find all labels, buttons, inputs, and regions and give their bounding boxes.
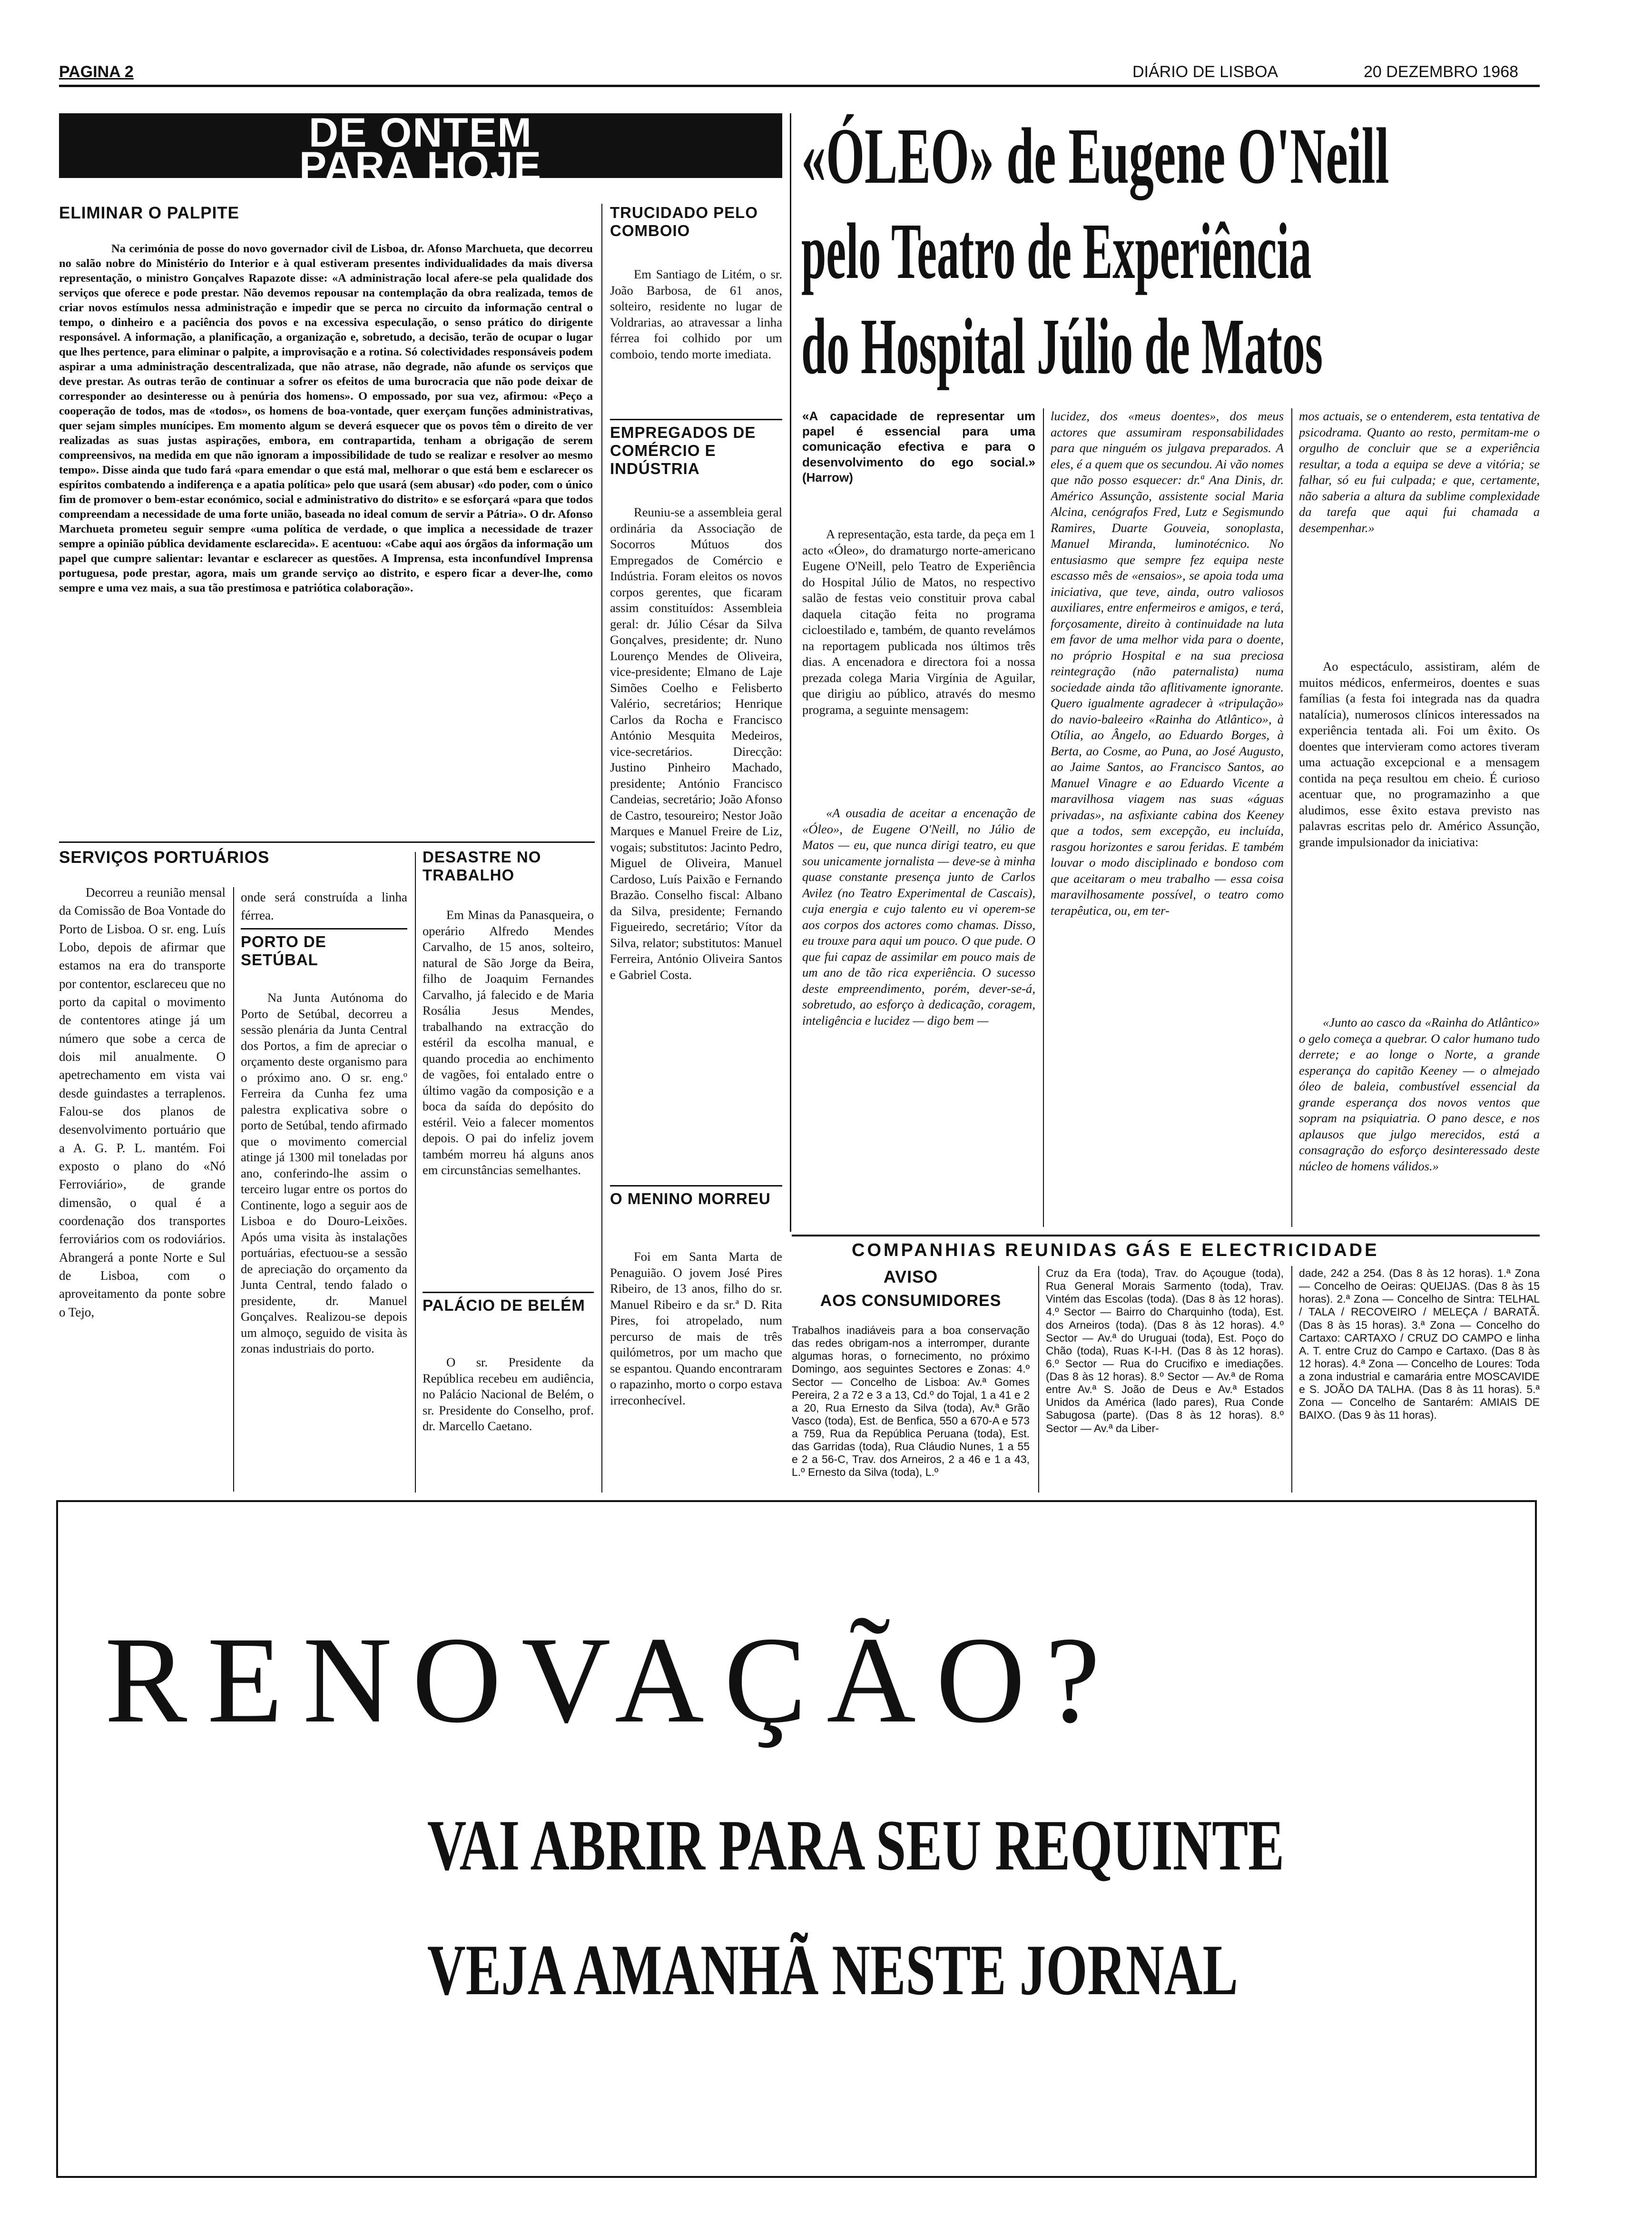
headline-oleo-line-3: do Hospital Júlio de Matos [801, 302, 1323, 391]
col-rule-2 [415, 852, 416, 1493]
col-rule-1 [233, 887, 234, 1492]
rule-above-companhias [792, 1235, 1540, 1236]
oleo-col-rule-1 [1043, 408, 1044, 1227]
col-rule-3 [601, 204, 602, 1493]
banner-line-1: DE ONTEM [309, 110, 532, 156]
article-body-empregados: Reuniu-se a assembleia geral ordinária da Associação de Socorros Mútuos dos Empregados de Comércio e Indústria. Foram eleitos os novos corpos gerentes, que ficaram assim constituídos: Assembleia geral: dr. Júlio César da Silva Gonçalves, presidente; dr. Nuno Lourenço Mendes de Oliveira, vice-presidente; Elmano de Laje Simões Coelho e Felisberto Valério, secretários; Henrique Carlos da Rocha e Francisco António Mesquita Medeiros, vice-secretários. Direcção: Justino Pinheiro Machado, presidente; António Francisco Candeias, secretário; João Afonso de Castro, tesoureiro; Nestor João Marques e Manuel Freire de Liz, vogais; substitutos: Jacinto Pedro, Miguel de Oliveira, Manuel Cardoso, Luís Paixão e Fernando Brazão. Conselho fiscal: Albano da Silva, presidente; Fernando Figueiredo, secretário; Vítor da Silva, relator; substitutos: Manuel Ferreira, António Oliveira Santos e Gabriel Costa. [610, 505, 782, 982]
article-title-servicos: SERVIÇOS PORTUÁRIOS [59, 848, 270, 867]
rule-under-eliminar [59, 841, 595, 843]
article-body-menino: Foi em Santa Marta de Penaguião. O jovem José Pires Ribeiro, de 13 anos, filho do sr. Manuel Ribeiro e da sr.ª D. Rita Pires, foi atropelado, num percurso de mais de três quilómetros, por um macho que se espantou. Quando encontraram o rapazinho, morto o corpo estava irreconhecível. [610, 1249, 782, 1493]
rule-above-porto [241, 928, 407, 930]
article-title-trucidado: TRUCIDADO PELO COMBOIO [610, 204, 758, 239]
newspaper-name: DIÁRIO DE LISBOA [1132, 63, 1278, 81]
article-body-trucidado: Em Santiago de Litém, o sr. João Barbosa, de 61 anos, solteiro, residente no lugar de Voldrarias, ao atravessar a linha férrea foi colhido por um comboio, tendo morte imediata. [610, 267, 782, 361]
companhias-col-1: Trabalhos inadiáveis para a boa conservação das redes obrigam-nos a interromper, durante algumas horas, o fornecimento, no próximo Domingo, aos seguintes Sectores e Zonas: 4.º Sector — Concelho de Lisboa: Av.ª Gomes Pereira, 2 a 72 e 3 a 13, Cd.º do Tojal, 1 a 41 e 2 a 20, Rua Ernesto da Silva (toda), Av.ª Grão Vasco (toda), Est. de Benfica, 550 a 670-A e 573 a 759, Rua da República Peruana (toda), Est. das Garridas (toda), Rua Cláudio Nunes, 1 a 55 e 2 a 56-C, Trav. dos Arneiros, 2 a 46 e 1 a 43, L.º Ernesto da Silva (toda), L.º [792, 1324, 1030, 1479]
companhias-col-rule-1 [1038, 1266, 1039, 1493]
oleo-quote2-col-3: «Junto ao casco da «Rainha do Atlântico» o gelo começa a quebrar. O calor humano tudo derrete; e ao longe o Norte, a grande esperança do capitão Keeney — o almejado óleo de baleia, combustível essencial da grande esperança dos novos ventos que sopram na psiquiatria. O pano desce, e nos aplausos que julgo merecidos, está a consagração do esforço desinteressado deste núcleo de homens válidos.» [1299, 1015, 1540, 1173]
article-body-eliminar: Na cerimónia de posse do novo governador civil de Lisboa, dr. Afonso Marchueta, que decorreu no salão nobre do Ministério do Interior e à qual estiveram presentes individualidades da mais diversa representação, o ministro Gonçalves Rapazote disse: «A administração local afere-se pela qualidade dos serviços que oferece e pode prestar. Não devemos repousar na contemplação da obra realizada, temos de criar novos estímulos nessa administração e impedir que se perca no circuito da informação central o tempo, o dinheiro e a paciência dos povos e na excessiva especulação, o senso prático do dirigente responsável. A informação, a planificação, a organização e, sobretudo, a decisão, terão de ocupar o lugar que lhes pertence, para eliminar o palpite, a improvisação e a rotina. Só colectividades responsáveis podem aspirar a uma administração descentralizada, que não atrase, não degrade, não afunde os serviços que deve prestar. As outras terão de continuar a sofrer os efeitos de uma burocracia que não pode deixar de corresponder ao desinteresse ou à penúria dos homens». O empossado, por sua vez, afirmou: «Peço a cooperação de todos, mas de «todos», os homens de boa-vontade, quer exerçam funções administrativas, quer sejam simples munícipes. Em momento algum se deverá esquecer que os povos têm o direito de ver realizadas as suas justas aspirações, embora, em contrapartida, tenham a obrigação de serem compreensivos, na medida em que não ignoram a impossibilidade de tudo se realizar e resolver ao mesmo tempo». Disse ainda que tudo fará «para emendar o que está mal, melhorar o que está bem e esclarecer os espíritos combatendo a indiferença e a apatia política» pelo que usará (sem abusar) «do poder, com o único fim de promover o bem-estar económico, social e administrativo do distrito» e se esforçará «para que todos compreendam a necessidade de uma forte união, baseada no ideal comum de servir a Pátria». O dr. Afonso Marchueta prometeu seguir sempre «uma política de verdade, o que implica a necessidade de trazer sempre a opinião pública devidamente esclarecida». E acentuou: «Cabe aqui aos órgãos da informação um papel que cumpre salientar: levantar e esclarecer as questões. A Imprensa, esta inconfundível Imprensa portuguesa, pode prestar, agora, mais um grande serviço ao distrito, e espero ficar a dever-lhe, como sempre e uma vez mais, a sua tão prestimosa e patriótica colaboração». [59, 242, 593, 594]
companhias-aviso: AVISO [883, 1267, 938, 1286]
advert-line-2: VEJA AMANHÃ NESTE JORNAL [427, 1930, 1238, 2010]
companhias-col-2: Cruz da Era (toda), Trav. do Açougue (toda), Rua General Morais Sarmento (toda), Trav. Vintém das Escolas (toda). (Das 8 às 12 horas). 4.º Sector — Bairro do Charquinho (toda), Est. dos Arneiros (toda). (Das 8 às 12 horas). 4.º Sector — Av.ª do Uruguai (toda), Est. Poço do Chão (toda), Ruas K-I-H. (Das 8 às 12 horas). 6.º Sector — Rua do Crucifixo e imediações. (Das 8 às 12 horas). 8.º Sector — Av.ª de Roma entre Av.ª S. João de Deus e Av.ª Estados Unidos da América (lado pares), Rua Conde Sabugosa (parte). (Das 8 às 12 horas). 8.º Sector — Av.ª da Liber- [1046, 1267, 1284, 1434]
issue-date: 20 DEZEMBRO 1968 [1364, 63, 1519, 81]
companhias-col-3: dade, 242 a 254. (Das 8 às 12 horas). 1.ª Zona — Concelho de Oeiras: QUEIJAS. (Das 8 às 15 horas). 2.ª Zona — Concelho de Sintra: TELHAL / TALA / RECOVEIRO / MELEÇA / BARATÃ. (Das 8 às 15 horas). 3.ª Zona — Concelho do Cartaxo: CARTAXO / CRUZ DO CAMPO e linha A. T. entre Cruz do Campo e Cartaxo. (Das 8 às 12 horas). 4.ª Zona — Concelho de Loures: Toda a zona industrial e camarária entre MOSCAVIDE e S. JOÃO DA TALHA. (Das 8 às 11 horas). 5.ª Zona — Concelho de Santarém: AMIAIS DE BAIXO. (Das 9 às 11 horas). [1299, 1267, 1540, 1422]
section-banner [59, 110, 782, 189]
headline-oleo-line-2: pelo Teatro de Experiência [801, 207, 1312, 296]
article-body-porto: Na Junta Autónoma do Porto de Setúbal, decorreu a sessão plenária da Junta Central dos Portos, a fim de apreciar o orçamento deste organismo para o próximo ano. O sr. eng.º Ferreira da Cunha fez uma palestra explicativa sobre o porto de Setúbal, tendo afirmado que o movimento comercial atinge já 1300 mil toneladas por ano, conferindo-lhe assim o terceiro lugar entre os portos do Continente, logo a seguir aos de Lisboa e do Douro-Leixões. Após uma visita às instalações portuárias, efectuou-se a sessão de apreciação do orçamento da Junta Central, tendo falado o presidente, dr. Manuel Gonçalves. Realizou-se depois um almoço, seguido de visita às zonas industriais do porto. [241, 990, 407, 1355]
col-rule-4 [790, 113, 791, 1232]
rule-above-palacio [423, 1292, 594, 1293]
article-title-menino: O MENINO MORREU [610, 1190, 782, 1208]
banner-line-2: PARA HOJE [299, 143, 542, 189]
oleo-body-col-1: A representação, esta tarde, da peça em 1 acto «Óleo», do dramaturgo norte-americano Eugene O'Neill, pelo Teatro de Experiência do Hospital Júlio de Matos, no respectivo salão de festas veio constituir prova cabal daquela citação feita no programa cicloestilado e, também, de quanto revelámos na reportagem publicada nos últimos três dias. A encenadora e directora foi a nossa prezada colega Maria Virgínia de Aguilar, que dirigiu ao público, através do mesmo programa, a seguinte mensagem: [802, 527, 1035, 717]
headline-oleo-line-1: «ÓLEO» de Eugene O'Neill [801, 112, 1389, 200]
advert-line-1: VAI ABRIR PARA SEU REQUINTE [427, 1805, 1285, 1885]
oleo-col-rule-2 [1291, 408, 1292, 1227]
oleo-quote-col-2: lucidez, dos «meus doentes», dos meus actores que assumiram responsabilidades para que ninguém os julgava preparados. A eles, é a quem que os secundou. Ai vão nomes que não posso esquecer: dr.ª Ana Dinis, dr. Américo Assunção, assistente social Maria Alcina, cenógrafos Fred, Lutz e Segismundo Ramires, Duarte Gouveia, sonoplasta, Manuel Miranda, luminotécnico. No entusiasmo que sempre fez equipa neste escasso mês de «ensaios», se apoia toda uma iniciativa, que teve, ainda, outro valiosos auxiliares, entre enfermeiros e amigos, e terá, forçosamente, direito à continuidade na luta em favor de uma melhor vida para o doente, no próprio Hospital e na sua preciosa reintegração (não paternalista) numa sociedade ainda tão aflitivamente ignorante. Quero igualmente agradecer à «tripulação» do navio-baleeiro «Rainha do Atlântico», à Otília, ao Ângelo, ao Eduardo Borges, à Berta, ao Cosme, ao Puna, ao José Augusto, ao Jaime Santos, ao Francisco Santos, ao Manuel Vinagre e ao Eduardo Vicente a maravilhosa viagem nas suas «águas privadas», na asfixiante cabina dos Keeney que a todos, sem excepção, eu incluída, rasgou horizontes e sarou feridas. E também louvar o modo disciplinado e bondoso com que aceitaram o meu trabalho — essa coisa maravilhosamente possível, o teatro como terapêutica, ou, em ter- [1051, 409, 1284, 918]
page-number: PAGINA 2 [59, 63, 134, 81]
article-title-empregados: EMPREGADOS DE COMÉRCIO E INDÚSTRIA [610, 424, 756, 477]
article-title-palacio: PALÁCIO DE BELÉM [423, 1296, 585, 1314]
oleo-lead-quote: «A capacidade de representar um papel é essencial para uma comunicação efectiva e para o desenvolvimento do ego social.» (Harrow) [802, 409, 1035, 485]
article-body-desastre: Em Minas da Panasqueira, o operário Alfredo Mendes Carvalho, de 15 anos, solteiro, natural de São Jorge da Beira, filho de Joaquim Fernandes Carvalho, já falecido e de Maria Rosália Jesus Mendes, trabalhando na extracção do estéril da escolha manual, e quando procedia ao enchimento de vagões, foi entalado entre o último vagão da composição e a boca da saída do depósito do estéril. Veio a falecer momentos depois. O pai do infeliz jovem também morreu há alguns anos em circunstâncias semelhantes. [423, 908, 594, 1177]
article-title-porto: PORTO DE SETÚBAL [241, 933, 326, 969]
article-title-eliminar: ELIMINAR O PALPITE [59, 204, 240, 222]
rule-above-menino [610, 1185, 782, 1187]
companhias-consumidores: AOS CONSUMIDORES [820, 1292, 1002, 1310]
article-body-servicos: Decorreu a reunião mensal da Comissão de Boa Vontade do Porto de Lisboa. O sr. eng. Luís Lobo, depois de afirmar que estamos na era do transporte por contentor, esclareceu que no porto da capital o movimento de contentores atinge já um número que sobe a cerca de dois mil anualmente. O apetrechamento em vista vai desde guindastes a terraplenos. Falou-se dos planos de desenvolvimento portuário que a A. G. P. L. mantém. Foi exposto o plano do «Nó Ferroviário», de grande dimensão, o qual é a coordenação dos transportes ferroviários com os rodoviários. Abrangerá a ponte Norte e Sul de Lisboa, com o aproveitamento da ponte sobre o Tejo, [59, 885, 226, 1319]
header-rule [59, 85, 1540, 87]
rule-above-empregados [610, 419, 782, 420]
companhias-col-rule-2 [1291, 1266, 1292, 1493]
advert-title: RENOVAÇÃO? [105, 1612, 1121, 1749]
article-title-desastre: DESASTRE NO TRABALHO [423, 848, 541, 884]
article-body-servicos-cont: onde será construída a linha férrea. [241, 890, 407, 923]
oleo-body-col-3: Ao espectáculo, assistiram, além de muitos médicos, enfermeiros, doentes e suas famílias (a festa foi integrada nas da quadra natalícia), numerosos clínicos interessados na experiência tentada ali. Foi um êxito. Os doentes que intervieram como actores tiveram uma actuação excepcional e a mensagem contida na peça resultou em cheio. É curioso acentuar que, no programazinho a que aludimos, esse êxito estava previsto nas palavras escritas pelo dr. Américo Assunção, grande impulsionador da iniciativa: [1299, 659, 1540, 849]
oleo-quote-col-1: «A ousadia de aceitar a encenação de «Óleo», de Eugene O'Neill, no Júlio de Matos — eu, que nunca dirigi teatro, eu que sou unicamente jornalista — deve-se à minha quase constante presença junto de Carlos Avilez (no Teatro Experimental de Cascais), cuja energia e cujo talento eu vi operem-se aos corpos dos actores como chamas. Disso, eu trouxe para aqui um pouco. O que pude. O que fui capaz de assimilar em pouco mais de um ano de tão rica experiência. O sucesso deste empreendimento, porém, dever-se-á, sobretudo, ao esforço à dedicação, coragem, inteligência e lucidez — digo bem — [802, 806, 1035, 1028]
oleo-quote-col-3: mos actuais, se o entenderem, esta tentativa de psicodrama. Quanto ao resto, permitam-me o orgulho de concluir que se a experiência resultar, a toda a equipa se deve a vitória; se falhar, só eu fui culpada; e que, certamente, não saberia a altura da sublime complexidade da tarefa que aqui fui chamada a desempenhar.» [1299, 409, 1540, 535]
article-body-palacio: O sr. Presidente da República recebeu em audiência, no Palácio Nacional de Belém, o sr. Presidente do Conselho, prof. dr. Marcello Caetano. [423, 1355, 594, 1433]
companhias-title: COMPANHIAS REUNIDAS GÁS E ELECTRICIDADE [852, 1240, 1379, 1260]
